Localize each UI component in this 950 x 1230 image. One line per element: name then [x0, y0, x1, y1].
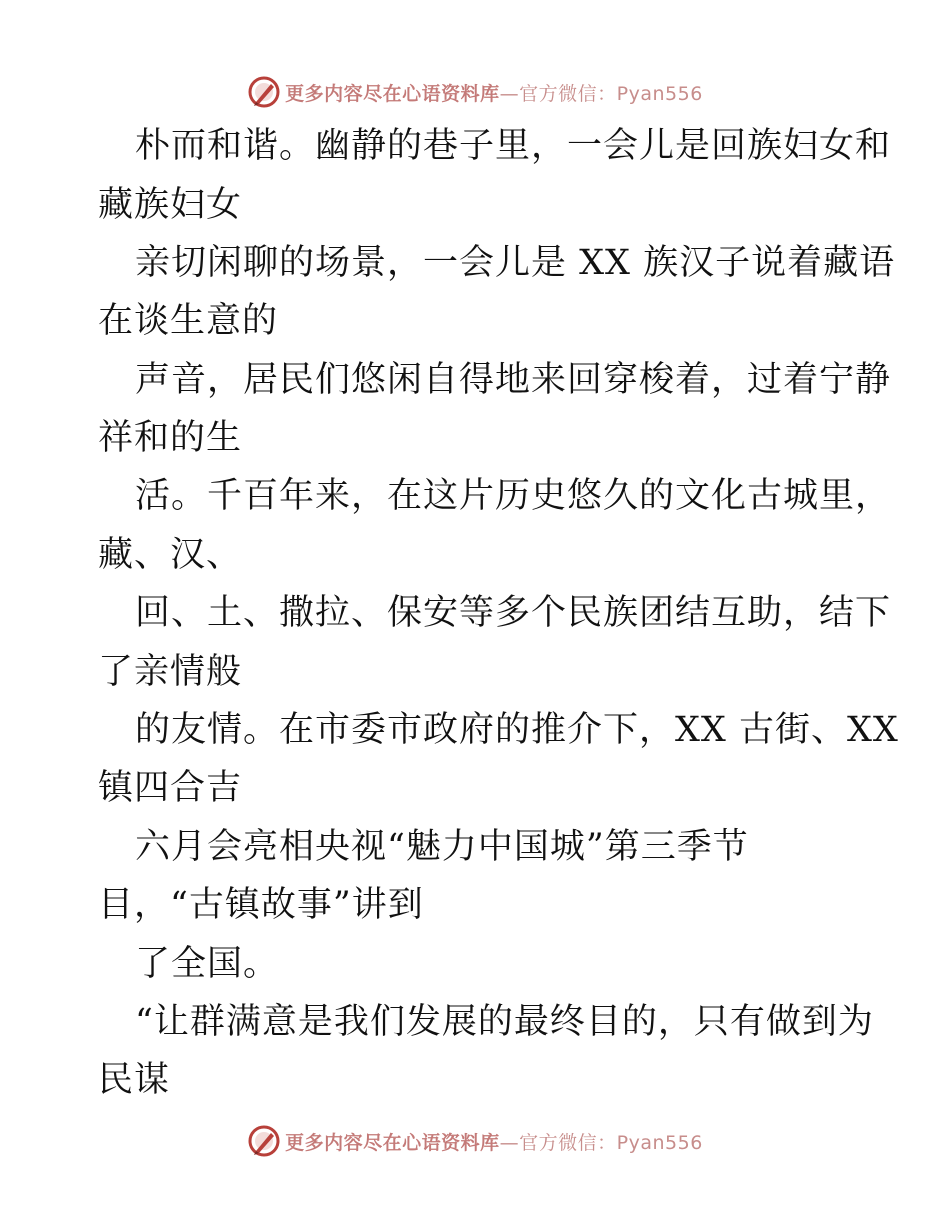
footer-brand-text: 更多内容尽在心语资料库	[285, 1131, 500, 1154]
text-line: 朴而和谐。幽静的巷子里，一会儿是回族妇女和	[135, 126, 892, 166]
text-line: 藏族妇女	[98, 185, 243, 225]
header-dash: —	[499, 82, 520, 105]
pen-logo-icon	[247, 1124, 281, 1158]
footer-banner	[0, 1121, 950, 1161]
text-line: 声音，居民们悠闲自得地来回穿梭着，过着宁静	[135, 360, 892, 400]
text-line: 藏、汉、	[98, 535, 243, 575]
text-line: 活。千百年来，在这片历史悠久的文化古城里，	[135, 476, 892, 516]
text-line: 目，“古镇故事”讲到	[98, 885, 424, 925]
text-line: 在谈生意的	[98, 301, 279, 341]
footer-contact-text: 官方微信：Pyan556	[519, 1131, 703, 1154]
text-line: “让群满意是我们发展的最终目的，只有做到为	[135, 1002, 874, 1042]
text-line: 的友情。在市委市政府的推介下，XX 古街、XX	[135, 710, 899, 750]
text-line: 回、土、撒拉、保安等多个民族团结互助，结下	[135, 593, 892, 633]
text-line: 民谋	[98, 1060, 171, 1100]
text-line: 了全国。	[135, 944, 280, 984]
header-brand-text: 更多内容尽在心语资料库	[285, 82, 500, 105]
text-line: 祥和的生	[98, 418, 243, 458]
text-line: 了亲情般	[98, 652, 243, 692]
footer-text	[285, 1128, 703, 1155]
footer-dash: —	[499, 1131, 520, 1154]
text-line: 亲切闲聊的场景，一会儿是 XX 族汉子说着藏语	[135, 243, 896, 283]
header-contact-text: 官方微信：Pyan556	[519, 82, 703, 105]
text-line: 六月会亮相央视“魅力中国城”第三季节	[135, 827, 749, 867]
text-line: 镇四合吉	[98, 768, 243, 808]
